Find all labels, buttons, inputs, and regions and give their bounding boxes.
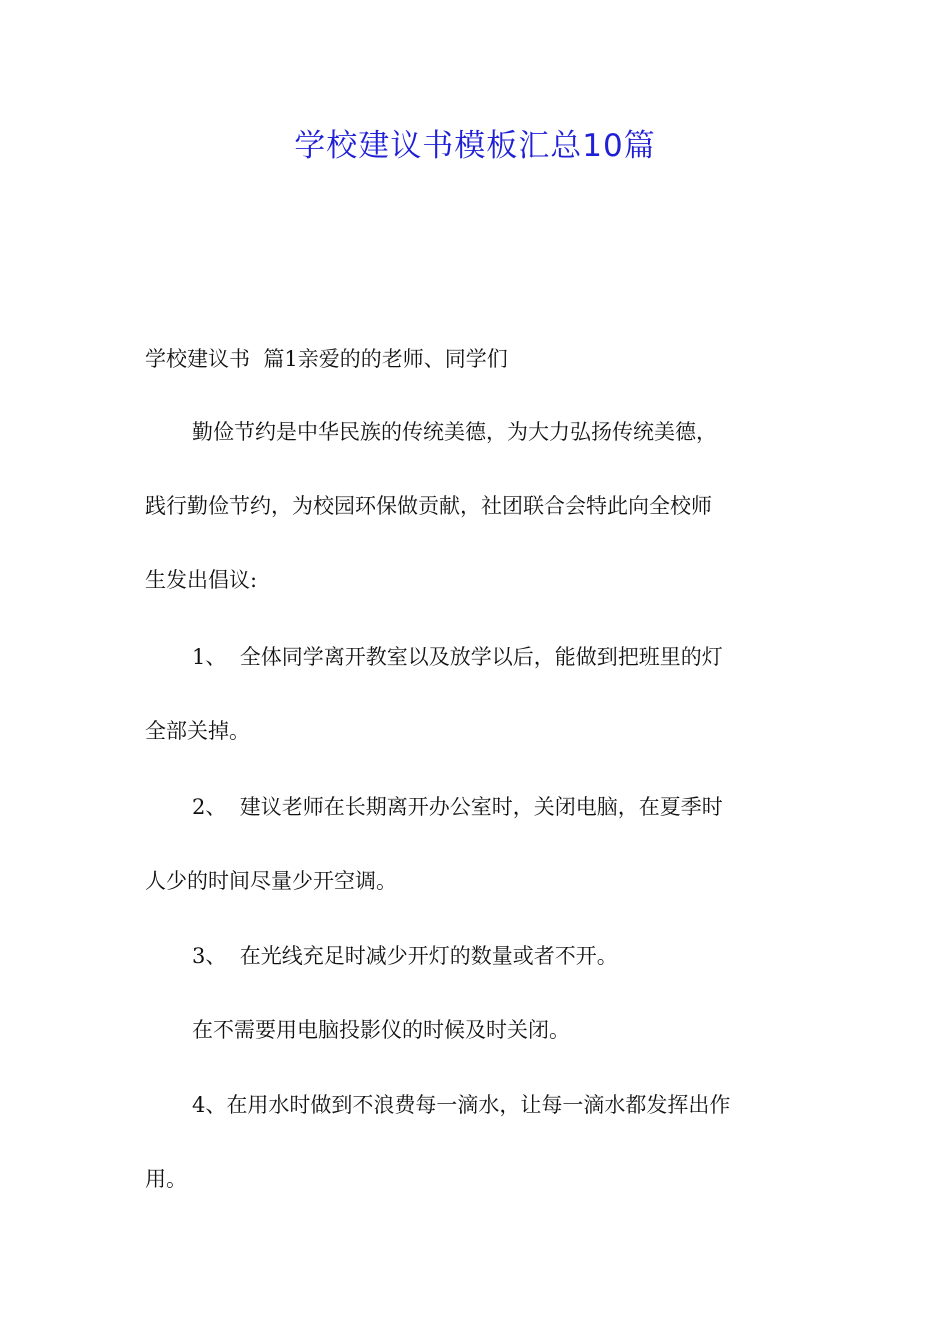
paragraph-line-3: 践行勤俭节约，为校园环保做贡献，社团联合会特此向全校师 <box>145 494 712 518</box>
list-item-1-line-2: 全部关掉。 <box>145 719 250 743</box>
list-item-1-line-1: 1、 全体同学离开教室以及放学以后，能做到把班里的灯 <box>192 645 723 669</box>
list-item-2-line-2: 人少的时间尽量少开空调。 <box>145 869 397 893</box>
paragraph-line-4: 生发出倡议: <box>145 568 258 592</box>
list-item-3-line-2: 在不需要用电脑投影仪的时候及时关闭。 <box>192 1018 570 1042</box>
paragraph-line-2: 勤俭节约是中华民族的传统美德，为大力弘扬传统美德， <box>192 420 717 444</box>
list-item-3-line-1: 3、 在光线充足时减少开灯的数量或者不开。 <box>192 944 618 968</box>
list-item-4-line-2: 用。 <box>145 1167 187 1191</box>
list-item-2-line-1: 2、 建议老师在长期离开办公室时，关闭电脑，在夏季时 <box>192 795 723 819</box>
list-item-4-line-1: 4、在用水时做到不浪费每一滴水，让每一滴水都发挥出作 <box>192 1093 731 1117</box>
document-title: 学校建议书模板汇总10篇 <box>294 128 656 164</box>
paragraph-line-1: 学校建议书 篇1亲爱的的老师、同学们 <box>145 347 508 371</box>
